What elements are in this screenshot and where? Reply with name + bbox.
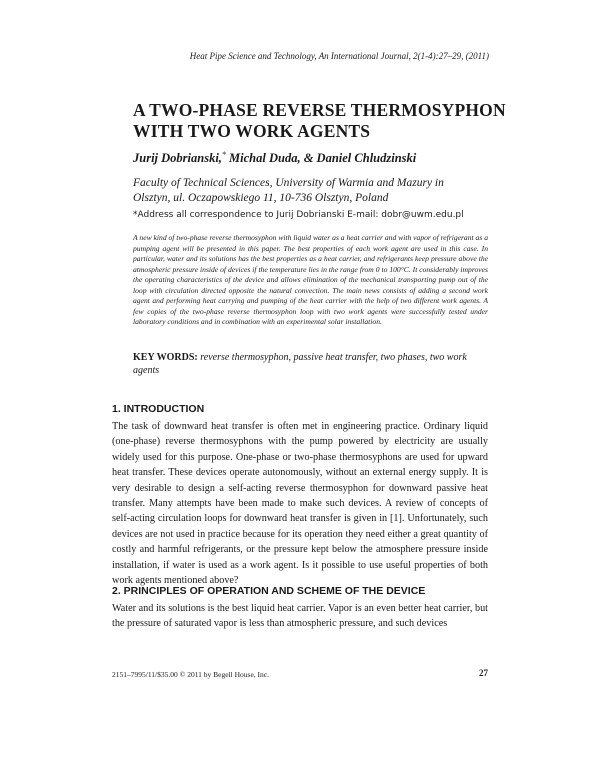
keywords-label: KEY WORDS: — [133, 352, 198, 363]
author-list — [133, 150, 416, 166]
page-number: 27 — [479, 668, 488, 678]
author-first: Jurij Dobrianski, — [133, 151, 222, 166]
corresponding-mark: * — [221, 150, 226, 159]
keywords — [133, 352, 488, 377]
section-heading-principles: 2. PRINCIPLES OF OPERATION AND SCHEME OF THE DEVICE — [112, 585, 426, 597]
correspondence-note: *Address all correspondence to Jurij Dobrianski E-mail: dobr@uwm.edu.pl — [133, 210, 464, 220]
section-text-principles: Water and its solutions is the best liquid heat carrier. Vapor is an even better heat carrier, but the pressure of saturated vapor is less than atmospheric pressure, and such devices — [112, 603, 488, 630]
keywords-list: reverse thermosyphon, passive heat transfer, two phases, two work agents — [133, 352, 467, 376]
abstract: A new kind of two-phase reverse thermosyphon with liquid water as a heat carrier and with vapor of refrigerant as a pumping agent will be presented in this paper. The best properties of each work agent are used in this case. In particular, water and its solutions has the best properties as a heat carrier, and refrigerants keep pressure above the atmospheric pressure inside of devices if the temperature lies in the range from 0 to 100°C. It considerably improves the operating characteristics of the device and allows elimination of the mechanical transporting pump out of the loop with circulation directed opposite the natural convection. The main news consists of adding a second work agent and performing heat carrying and pumping of the heat carrier with the help of two different work agents. A few copies of the two-phase reverse thermosyphon loop with two work agents were successfully tested under laboratory conditions and in combination with an experimental solar installation. — [133, 233, 488, 326]
section-text-introduction: The task of downward heat transfer is often met in engineering practice. Ordinary liquid (one-phase) reverse thermosyphons with the pump powered by electricity are usually widely used for this purpose. One-phase or two-phase thermosyphons are used for upward heat transfer. These devices operate autonomously, without an external energy supply. It is very desirable to design a self-acting reverse thermosyphon for downward passive heat transfer. Many attempts have been made to make such devices. A review of concepts of self-acting circulation loops for downward heat transfer is given in [1]. Unfortunately, such devices are not used in practice because for its operation they need either a great quantity of costly and harmful refrigerants, or the pressure kept below the atmosphere pressure inside installation, if water is used as a work agent. Is it possible to use useful properties of both work agents mentioned above? — [112, 421, 488, 587]
footer-copyright: 2151–7995/11/$35.00 © 2011 by Begell House, Inc. — [112, 670, 270, 679]
affiliation: Faculty of Technical Sciences, University of Warmia and Mazury in Olsztyn, ul. Oczapowskiego 11, 10-736 Olsztyn, Poland — [133, 177, 444, 204]
article-title: A TWO-PHASE REVERSE THERMOSYPHON WITH TWO WORK AGENTS — [133, 100, 506, 141]
author-rest: Michal Duda, & Daniel Chludzinski — [225, 151, 417, 166]
section-heading-introduction: 1. INTRODUCTION — [112, 403, 205, 415]
journal-citation: Heat Pipe Science and Technology, An International Journal, 2(1-4):27–29, (2011) — [189, 51, 489, 61]
